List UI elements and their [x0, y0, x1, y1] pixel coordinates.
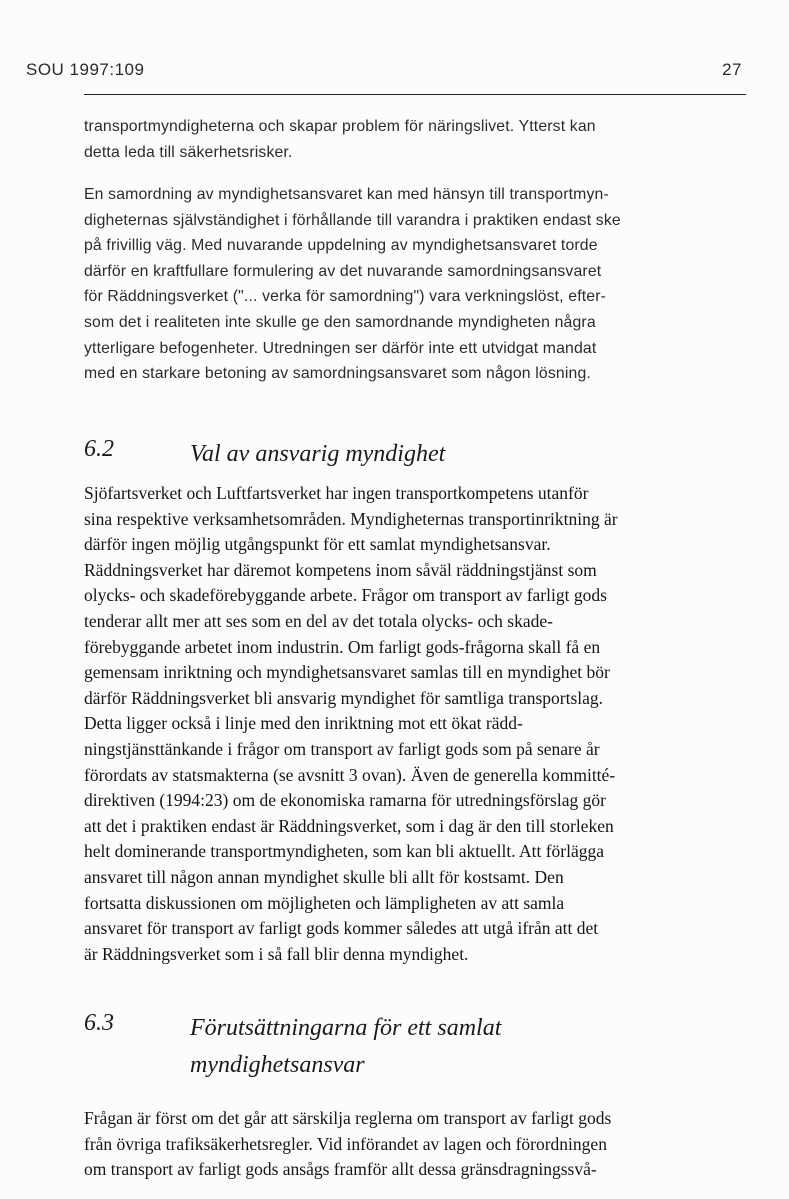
series-designation: SOU 1997:109	[26, 60, 145, 79]
text-line: gemensam inriktning och myndighetsansvaret samlas till en myndighet bör	[84, 662, 610, 683]
text-line: om transport av farligt gods ansågs framför allt dessa gränsdragningssvå-	[84, 1159, 597, 1180]
text-line: på frivillig väg. Med nuvarande uppdelning av myndighetsansvaret torde	[84, 237, 598, 255]
text-line: sina respektive verksamhetsområden. Myndigheternas transportinriktning är	[84, 508, 618, 529]
text-line: Frågan är först om det går att särskilja reglerna om transport av farligt gods	[84, 1108, 612, 1128]
text-line: ansvaret för transport av farligt gods kommer således att utgå ifrån att det	[84, 918, 599, 939]
text-line: fortsatta diskussionen om möjligheten och lämpligheten av att samla	[84, 892, 565, 913]
text-line: att det i praktiken endast är Räddningsverket, som i dag är den till storleken	[84, 815, 614, 836]
text-line: direktiven (1994:23) om de ekonomiska ramarna för utredningsförslag gör	[84, 790, 606, 811]
paragraph-3	[84, 481, 724, 967]
text-line: förebyggande arbetet inom industrin. Om farligt gods-frågorna skall få en	[84, 636, 601, 657]
header-rule	[84, 94, 746, 95]
section-title	[190, 1010, 501, 1084]
text-line: förordats av statsmakterna (se avsnitt 3 ovan). Även de generella kommitté-	[84, 764, 616, 785]
text-line: ningstjänsttänkande i frågor om transport av farligt gods som på senare år	[84, 738, 600, 759]
running-header	[26, 60, 756, 90]
text-line: olycks- och skadeförebyggande arbete. Frågor om transport av farligt gods	[84, 585, 607, 606]
text-line: transportmyndigheterna och skapar problem för näringslivet. Ytterst kan	[84, 118, 596, 135]
text-line: med en starkare betoning av samordningsansvaret som någon lösning.	[84, 365, 591, 383]
text-line: ansvaret till någon annan myndighet skulle bli allt för kostsamt. Den	[84, 866, 564, 887]
text-line: Detta ligger också i linje med den inriktning mot ett ökat rädd-	[84, 713, 523, 734]
text-line: som det i realiteten inte skulle ge den samordnande myndigheten några	[84, 313, 596, 331]
text-line: En samordning av myndighetsansvaret kan med hänsyn till transportmyn-	[84, 186, 609, 203]
text-line: därför ingen möjlig utgångspunkt för ett samlat myndighetsansvar.	[84, 534, 551, 555]
text-line: för Räddningsverket ("... verka för samordning") vara verkningslöst, efter-	[84, 288, 607, 306]
section-heading-6-3	[84, 1010, 744, 1084]
section-heading-6-2	[84, 436, 744, 470]
text-line: är Räddningsverket som i så fall blir denna myndighet.	[84, 943, 469, 964]
text-line: detta leda till säkerhetsrisker.	[84, 143, 293, 161]
section-number: 6.2	[84, 436, 114, 462]
page-number: 27	[722, 60, 742, 79]
text-line: helt dominerande transportmyndigheten, som kan bli aktuellt. Att förlägga	[84, 841, 605, 862]
section-title-line: myndighetsansvar	[190, 1052, 365, 1078]
text-line: Räddningsverket har däremot kompetens inom såväl räddningstjänst som	[84, 559, 597, 580]
text-line: därför en kraftfullare formulering av det nuvarande samordningsansvaret	[84, 262, 602, 280]
text-line: från övriga trafiksäkerhetsregler. Vid införandet av lagen och förordningen	[84, 1133, 607, 1154]
text-line: Sjöfartsverket och Luftfartsverket har ingen transportkompetens utanför	[84, 483, 589, 503]
text-line: ytterligare befogenheter. Utredningen ser därför inte ett utvidgat mandat	[84, 339, 597, 357]
section-number: 6.3	[84, 1010, 114, 1036]
paragraph-2	[84, 182, 724, 387]
paragraph-1	[84, 114, 724, 165]
section-title-line: Val av ansvarig myndighet	[190, 441, 446, 467]
section-title-line: Förutsättningarna för ett samlat	[190, 1015, 502, 1041]
paragraph-4	[84, 1106, 724, 1183]
text-line: digheternas självständighet i förhållande till varandra i praktiken endast ske	[84, 211, 621, 229]
text-line: tenderar allt mer att ses som en del av det totala olycks- och skade-	[84, 610, 553, 631]
section-title	[190, 436, 445, 473]
text-line: därför Räddningsverket bli ansvarig myndighet för samtliga transportslag.	[84, 687, 604, 708]
